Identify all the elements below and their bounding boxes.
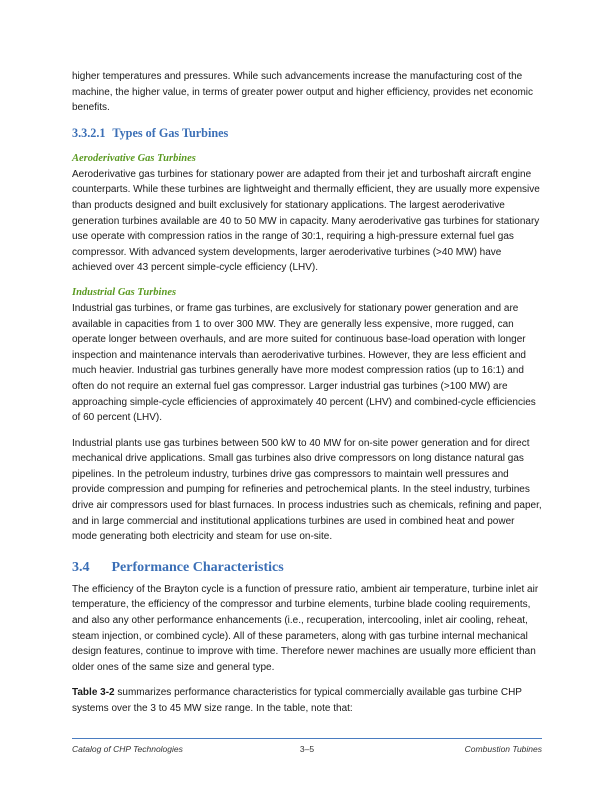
table-reference-paragraph (72, 685, 542, 716)
section-number: 3.3.2.1 (72, 125, 106, 140)
page-content (72, 69, 542, 727)
aeroderivative-paragraph: Aeroderivative gas turbines for stationary power are adapted from their jet and turboshaft aircraft engine counterparts. While these turbines are lightweight and thermally efficient, they are usually more expensive than products designed and built exclusively for stationary applications. The largest aeroderivative generation turbines available are 40 to 50 MW in capacity. Many aeroderivative gas turbines for stationary use operate with compression ratios in the range of 30:1, requiring a high-pressure external fuel gas compressor. With advanced system developments, larger aeroderivative turbines (>40 MW) have achieved over 43 percent simple-cycle efficiency (LHV). (72, 168, 540, 274)
footer-chapter-title: Combustion Tubines (464, 744, 542, 754)
section-title: Performance Characteristics (111, 559, 284, 575)
section-title: Types of Gas Turbines (112, 125, 229, 140)
industrial-paragraph-1: Industrial gas turbines, or frame gas turbines, are exclusively for stationary power generation and are available in capacities from 1 to over 300 MW. They are generally less expensive, more rugged, can operate longer between overhauls, and are more suited for continuous base-load operation with longer inspection and maintenance intervals than aeroderivative turbines. However, they are less efficient and much heavier. Industrial gas turbines generally have more modest compression ratios (up to 16:1) and often do not require an external fuel gas compressor. Larger industrial gas turbines (>100 MW) are approaching simple-cycle efficiencies of approximately 40 percent (LHV) and combined-cycle efficiencies of 60 percent (LHV). (72, 302, 536, 424)
footer-document-title: Catalog of CHP Technologies (72, 744, 183, 754)
intro-paragraph: higher temperatures and pressures. While such advancements increase the manufacturing cost of the machine, the higher value, in terms of greater power output and higher efficiency, provides net economic benefits. (72, 71, 534, 114)
section-heading-performance (72, 560, 542, 576)
subheading-aeroderivative: Aeroderivative Gas Turbines (72, 152, 196, 164)
footer-divider (72, 738, 542, 739)
subheading-industrial: Industrial Gas Turbines (72, 286, 177, 298)
footer-page-number: 3–5 (299, 744, 315, 754)
section-heading-types-of-gas-turbines (72, 126, 542, 141)
table-reference-text: summarizes performance characteristics for typical commercially available gas turbine CHP systems over the 3 to 45 MW size range. In the table, note that: (72, 687, 522, 714)
performance-paragraph: The efficiency of the Brayton cycle is a function of pressure ratio, ambient air temperature, turbine inlet air temperature, the efficiency of the compressor and turbine elements, turbine blade cooling requirements, and also any other performance enhancements (i.e., recuperation, intercooling, inlet air cooling, reheat, steam injection, or combined cycle). All of these parameters, along with gas turbine internal mechanical design features, continue to improve with time. Therefore newer machines are usually more efficient than older ones of the same size and general type. (72, 583, 539, 673)
section-number: 3.4 (72, 559, 90, 575)
industrial-paragraph-2: Industrial plants use gas turbines between 500 kW to 40 MW for on-site power generation and for direct mechanical drive applications. Small gas turbines also drive compressors on long distance natural gas pipelines. In the petroleum industry, turbines drive gas compressors to maintain well pressures and provide compression and pumping for refineries and petrochemical plants. In the steel industry, turbines drive air compressors used for blast furnaces. In process industries such as chemicals, refining and paper, and in large commercial and institutional applications turbines are used in combined heat and power mode generating both electricity and steam for use on-site. (72, 437, 542, 543)
table-reference: Table 3-2 (72, 687, 115, 699)
